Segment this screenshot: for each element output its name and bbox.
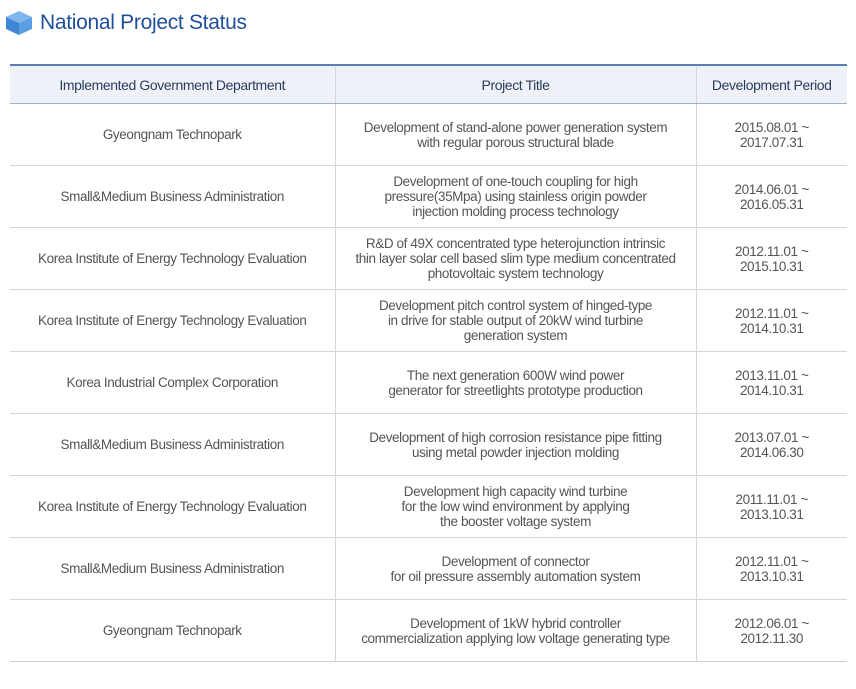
- development-period-cell: [696, 476, 847, 538]
- project-title-line: Development of stand-alone power generation system: [363, 119, 668, 135]
- development-period-cell: [696, 104, 847, 166]
- period-start: 2012.06.01 ~: [734, 615, 809, 631]
- period-end: 2014.10.31: [739, 320, 804, 336]
- department-cell: Korea Institute of Energy Technology Evaluation: [10, 290, 335, 352]
- project-title-line: with regular porous structural blade: [417, 134, 614, 150]
- project-status-table: [10, 64, 847, 662]
- period-start: 2013.07.01 ~: [734, 429, 809, 445]
- project-title-line: the booster voltage system: [440, 514, 591, 529]
- project-title-line: The next generation 600W wind power: [406, 367, 625, 383]
- development-period-cell: [696, 414, 847, 476]
- project-title-line: Development of one-touch coupling for high: [393, 174, 638, 189]
- column-header-development-period: Development Period: [696, 65, 847, 104]
- period-start: 2012.11.01 ~: [735, 243, 809, 259]
- project-title-line: for oil pressure assembly automation system: [390, 568, 641, 584]
- department-cell: Small&Medium Business Administration: [10, 414, 335, 476]
- period-start: 2012.11.01 ~: [735, 553, 809, 569]
- table-row: [10, 228, 847, 290]
- project-title-line: Development of 1kW hybrid controller: [410, 615, 621, 631]
- project-title-line: R&D of 49X concentrated type heterojunction intrinsic: [365, 236, 666, 251]
- project-title-cell: [335, 600, 696, 662]
- project-title-line: generation system: [463, 328, 568, 343]
- table-row: [10, 290, 847, 352]
- project-title-line: Development of connector: [441, 553, 590, 569]
- project-title-line: thin layer solar cell based slim type medium concentrated: [355, 251, 676, 266]
- development-period-cell: [696, 228, 847, 290]
- development-period-cell: [696, 538, 847, 600]
- project-title-line: Development high capacity wind turbine: [403, 484, 628, 499]
- table-row: [10, 104, 847, 166]
- cube-icon: [4, 10, 34, 36]
- column-header-department: Implemented Government Department: [10, 65, 335, 104]
- development-period-cell: [696, 352, 847, 414]
- period-end: 2014.10.31: [739, 382, 804, 398]
- project-title-line: for the low wind environment by applying: [401, 499, 630, 514]
- development-period-cell: [696, 290, 847, 352]
- department-cell: Gyeongnam Technopark: [10, 600, 335, 662]
- period-start: 2014.06.01 ~: [734, 181, 809, 197]
- project-title-line: photovoltaic system technology: [427, 266, 604, 281]
- project-title-cell: [335, 414, 696, 476]
- period-end: 2013.10.31: [739, 506, 804, 522]
- project-title-cell: [335, 290, 696, 352]
- period-start: 2011.11.01 ~: [735, 491, 808, 507]
- project-title-line: Development of high corrosion resistance pipe fitting: [369, 429, 662, 445]
- period-start: 2015.08.01 ~: [734, 119, 809, 135]
- department-cell: Korea Institute of Energy Technology Evaluation: [10, 228, 335, 290]
- table-row: [10, 476, 847, 538]
- table-row: [10, 538, 847, 600]
- department-cell: Gyeongnam Technopark: [10, 104, 335, 166]
- table-body: [10, 104, 847, 662]
- period-end: 2012.11.30: [740, 630, 804, 646]
- table-row: [10, 166, 847, 228]
- department-cell: Korea Industrial Complex Corporation: [10, 352, 335, 414]
- department-cell: Small&Medium Business Administration: [10, 538, 335, 600]
- period-end: 2014.06.30: [739, 444, 804, 460]
- project-title-cell: [335, 352, 696, 414]
- page-title: National Project Status: [40, 11, 247, 34]
- department-cell: Small&Medium Business Administration: [10, 166, 335, 228]
- project-title-line: commercialization applying low voltage generating type: [361, 630, 670, 646]
- project-title-line: generator for streetlights prototype production: [388, 382, 643, 398]
- table-header-row: [10, 65, 847, 104]
- project-title-line: pressure(35Mpa) using stainless origin powder: [384, 189, 647, 204]
- project-title-line: injection molding process technology: [412, 204, 619, 219]
- project-title-line: using metal powder injection molding: [412, 444, 619, 460]
- project-title-cell: [335, 228, 696, 290]
- project-title-cell: [335, 476, 696, 538]
- department-cell: Korea Institute of Energy Technology Evaluation: [10, 476, 335, 538]
- project-title-cell: [335, 538, 696, 600]
- period-end: 2013.10.31: [739, 568, 804, 584]
- project-title-cell: [335, 166, 696, 228]
- project-title-line: Development pitch control system of hinged-type: [378, 298, 653, 313]
- table-row: [10, 600, 847, 662]
- project-title-cell: [335, 104, 696, 166]
- page-header: [4, 8, 247, 38]
- period-start: 2013.11.01 ~: [735, 367, 809, 383]
- period-end: 2015.10.31: [739, 258, 804, 274]
- table-row: [10, 352, 847, 414]
- period-end: 2016.05.31: [739, 196, 804, 212]
- development-period-cell: [696, 600, 847, 662]
- project-title-line: in drive for stable output of 20kW wind turbine: [387, 313, 644, 328]
- period-start: 2012.11.01 ~: [735, 305, 809, 321]
- table-row: [10, 414, 847, 476]
- development-period-cell: [696, 166, 847, 228]
- period-end: 2017.07.31: [739, 134, 804, 150]
- column-header-project-title: Project Title: [335, 65, 696, 104]
